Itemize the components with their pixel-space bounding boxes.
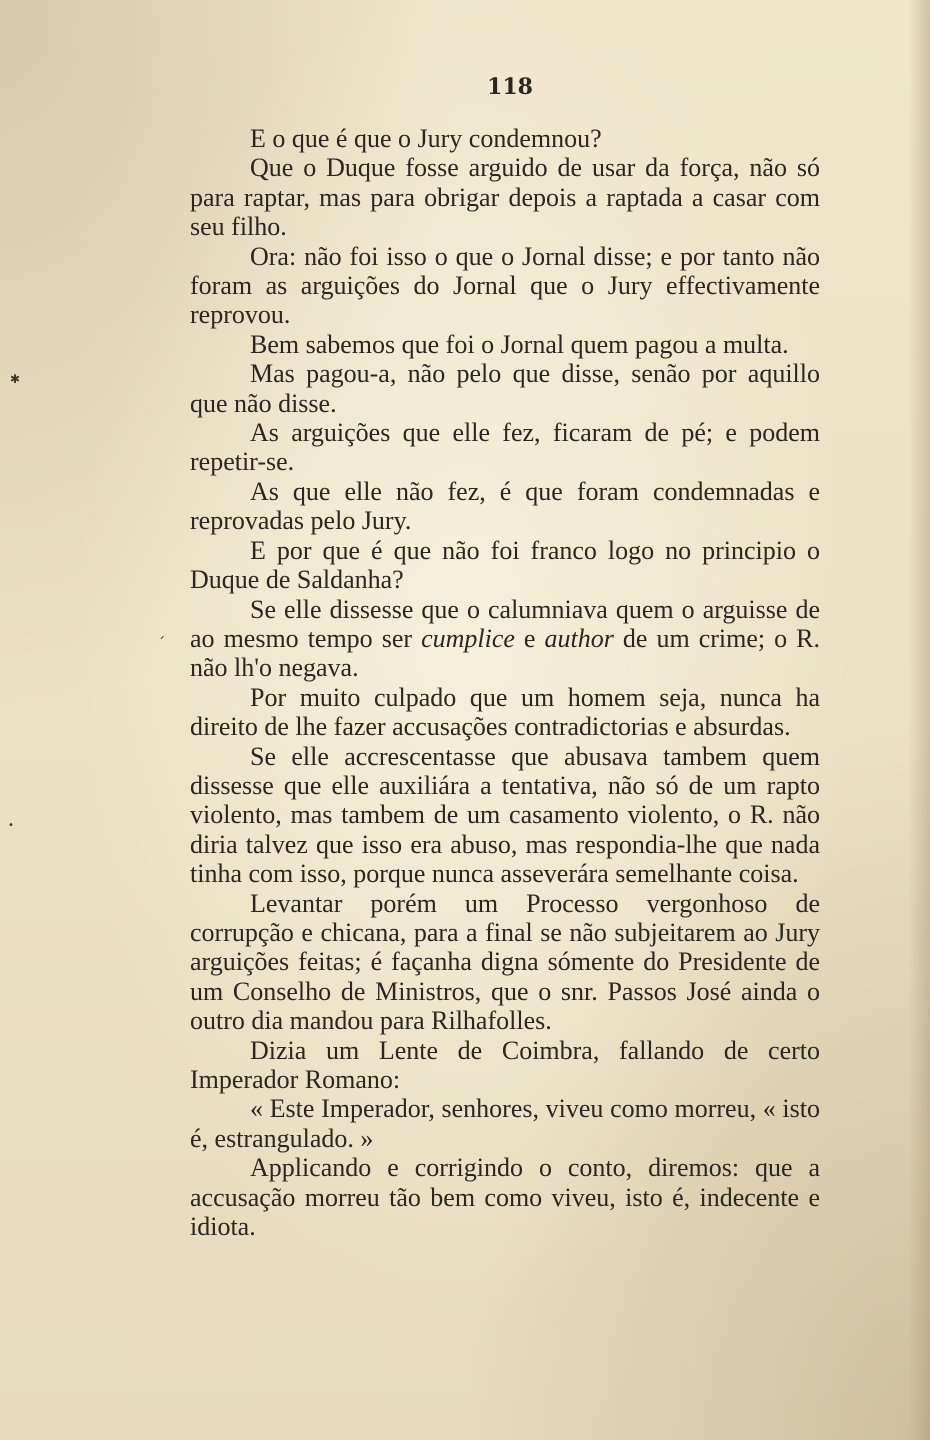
paragraph: Que o Duque fosse arguido de usar da força, não só para raptar, mas para obrigar depois a raptada a casar com seu filho. — [190, 153, 820, 242]
paragraph-with-italics — [190, 595, 820, 683]
paragraph: Se elle accrescentasse que abusava tambem quem dissesse que elle auxiliára a tentativa, não só de um rapto violento, mas tambem de um casamento violento, o R. não diria talvez que isso era abuso, mas respondia-lhe que nada tinha com isso, porque nunca asseverára semelhante coisa. — [190, 741, 820, 889]
paragraph: As arguições que elle fez, ficaram de pé; e podem repetir-se. — [190, 418, 820, 477]
paragraph: Levantar porém um Processo vergonhoso de corrupção e chicana, para a final se não subjeitarem ao Jury arguições feitas; é façanha digna sómente do Presidente de um Conselho de Ministros, que o snr. Passos José ainda o outro dia mandou para Rilhafolles. — [190, 888, 820, 1036]
paragraph: Applicando e corrigindo o conto, diremos: que a accusação morreu tão bem como viveu, isto é, indecente e idiota. — [190, 1153, 820, 1242]
page-number: 118 — [487, 74, 533, 100]
paragraph: As que elle não fez, é que foram condemnadas e reprovadas pelo Jury. — [190, 476, 820, 536]
paragraph: Bem sabemos que foi o Jornal quem pagou a multa. — [250, 329, 789, 359]
paragraph-segment: de um crime; o R. não lh'o negava. — [190, 623, 821, 683]
paragraph-segment: Se elle dissesse que o calumniava quem o arguisse de ao mesmo tempo ser — [190, 594, 820, 653]
paragraph: Por muito culpado que um homem seja, nunca ha direito de lhe fazer accusações contradictorias e absurdas. — [190, 682, 820, 742]
page-edge-shadow — [908, 0, 930, 1440]
paragraph: E por que é que não foi franco logo no principio o Duque de Saldanha? — [190, 535, 820, 595]
italic-word: cumplice — [421, 623, 515, 653]
paragraph-segment: e — [514, 623, 545, 653]
ink-speck-mark: ˊ — [158, 636, 165, 652]
ink-speck-mark: ✱ — [10, 372, 21, 386]
paragraph: Mas pagou-a, não pelo que disse, senão por aquillo que não disse. — [190, 359, 820, 418]
paragraph: Ora: não foi isso o que o Jornal disse; e por tanto não foram as arguições do Jornal que o Jury effectivamente reprovou. — [190, 241, 820, 330]
paragraph: Dizia um Lente de Coimbra, fallando de certo Imperador Romano: — [190, 1035, 820, 1094]
paragraph: « Este Imperador, senhores, viveu como morreu, « isto é, estrangulado. » — [190, 1094, 820, 1153]
paragraph: E o que é que o Jury condemnou? — [250, 124, 602, 153]
italic-word: author — [544, 623, 614, 653]
ink-speck-mark: • — [8, 820, 14, 831]
body-text — [190, 124, 820, 1241]
